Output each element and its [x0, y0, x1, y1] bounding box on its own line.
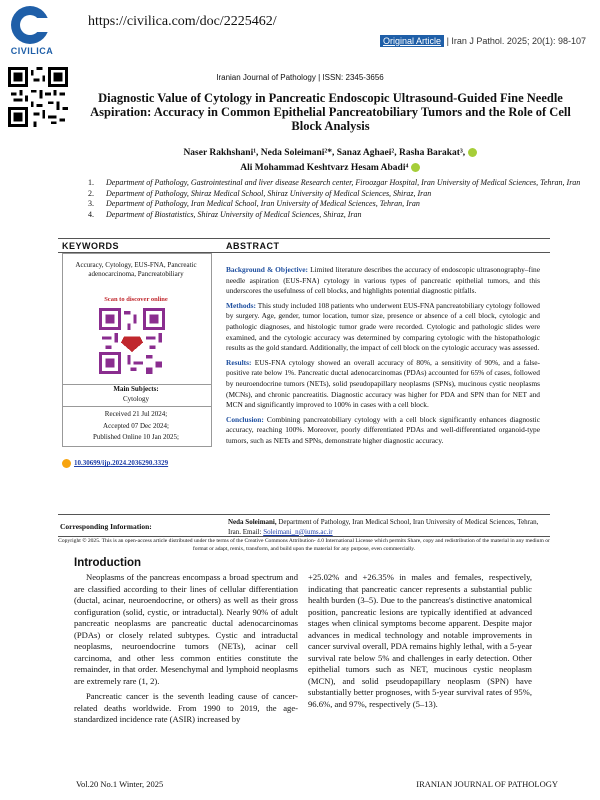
- civilica-logo[interactable]: [6, 6, 54, 62]
- published-date: Published Online 10 Jan 2025;: [93, 433, 179, 441]
- main-subjects-label: Main Subjects:: [113, 385, 159, 393]
- affiliation-item: 1. Department of Pathology, Gastrointestinal and liver disease Research center, Firoozgar Hospital, Iran University of Medical Sciences, Tehran, Iran: [88, 178, 581, 187]
- abstract-body: [226, 265, 540, 451]
- intro-column-left: [74, 572, 298, 730]
- journal-line: Iranian Journal of Pathology | ISSN: 2345-3656: [216, 73, 384, 82]
- orcid-icon[interactable]: [468, 148, 477, 157]
- affiliations-list: [88, 178, 588, 220]
- intro-paragraph: Neoplasms of the pancreas encompass a broad spectrum and are classified according to their lines of cellular differentiation (ductal, acinar, neuroendocrine, or others) as well as their gross configuration (solid, cystic, or intraductal). Nearly 90% of adult pancreatic neoplasms are pancreatic ductal adenocarcinomas (PDAs) or closely related subtypes. Cystic and intraductal neoplasms, neuroendocrine tumors (NETs), acinar cell carcinoma, and other less common entities constitute the remainder, in that order. Mesenchymal and lymphoid neoplasms are extremely rare (1, 2).: [74, 572, 298, 686]
- affiliation-item: 2. Department of Pathology, Shiraz Medical School, Shiraz University of Medical Sciences, Shiraz, Iran: [88, 188, 432, 198]
- abstract-methods: Methods: This study included 108 patients who underwent EUS-FNA pancreatobiliary cytology followed by surgery. Age, gender, tumor location, tumor size, presence or absence of a cell block, cytologic and pathologic diagnoses, and histologic tumor grade were recorded. Cytologic and pathologic slides were examined, and the cytologic accuracy was determined by comparing cytologic with the histopathologic results as the gold standard. Additionally, the impact of cell block on the cytologic accuracy was assessed.: [226, 300, 540, 353]
- doi-icon: [62, 459, 71, 468]
- article-dates: [62, 409, 210, 444]
- intro-paragraph: +25.02% and +26.35% in males and females, respectively, indicating that pancreatic cancer represents a substantial public health burden (3–5). Due to the pancreas's distinctive anatomical position, pancreatic lesions are typically identified at advanced stages when clinical symptoms become apparent. Despite major advances in medical technology and notable improvements in cancer survival overall, PDA remains highly lethal, with a 5-year survival rate below 5% and challenges in early detection. Other epithelial tumors such as NET, mucinous cystic neoplasm (MCN), and solid pseudopapillary neoplasm (SPN) have substantially better prognoses, with 5-year survival rates of 95%, 96.6%, and 97%, respectively (5–13).: [308, 572, 532, 709]
- abstract-background: Background & Objective: Limited literature describes the accuracy of endoscopic ultrasonography–fine needle aspiration (EUS-FNA) cytology in various types of pancreatic epithelial tumors, and this underscores the usefulness of cell blocks, and highlights potential diagnostic pitfalls.: [226, 265, 540, 296]
- affiliation-item: 3. Department of Pathology, Iran Medical School, Iran University of Medical Sciences, Tehran, Iran: [88, 199, 420, 208]
- article-type-link[interactable]: Original Article: [380, 35, 444, 47]
- footer-journal: IRANIAN JOURNAL OF PATHOLOGY: [416, 779, 558, 789]
- keywords-heading: KEYWORDS: [62, 241, 120, 251]
- doi-link[interactable]: 10.30699/ijp.2024.2036290.3329: [62, 459, 168, 468]
- authors-line-1: Naser Rakhshani¹, Neda Soleimani²*, Sanaz Aghaei², Rasha Barakat³,: [183, 148, 466, 158]
- document-url[interactable]: https://civilica.com/doc/2225462/: [88, 14, 277, 29]
- corresponding-info: Neda Soleimani, Department of Pathology, Iran Medical School, Iran University of Medical Sciences, Tehran, Iran. Email: Soleimani_n@iums.ac.ir: [228, 518, 539, 536]
- article-title: Diagnostic Value of Cytology in Pancreatic Endoscopic Ultrasound-Guided Fine Needle Aspiration: Accuracy in Common Epithelial Pancreatobiliary Tumors and the Role of Cell Block Analysis: [90, 91, 571, 133]
- abstract-heading: ABSTRACT: [226, 241, 280, 251]
- accepted-date: Accepted 07 Dec 2024;: [103, 421, 169, 430]
- corresponding-label: Corresponding Information:: [60, 522, 152, 531]
- article-header: [380, 36, 586, 46]
- email-link[interactable]: Soleimani_n@iums.ac.ir: [263, 527, 333, 536]
- divider: [58, 514, 550, 515]
- abstract-results: Results: EUS-FNA cytology showed an overall accuracy of 80%, a sensitivity of 90%, and a false-positive rate below 1%. Pancreatic ductal adenocarcinomas (PDAs) accounted for 65% of cases, followed by neuroendocrine tumors (NETs), solid pseudopapillary neoplasms (SPNs), mucinous cystic neoplasms (MCNs), and chronic pancreatitis. Diagnostic accuracy was higher for PDA and SPN than for NET and MCN and significantly improved to 100% in cases with a cell block.: [226, 357, 540, 410]
- main-subjects-value: Cytology: [122, 395, 150, 403]
- intro-column-right: [308, 572, 532, 714]
- affiliation-item: 4. Department of Biostatistics, Shiraz University of Medical Sciences, Shiraz, Iran: [88, 209, 362, 219]
- abstract-conclusion: Conclusion: Combining pancreatobiliary cytology with a cell block significantly enhances diagnostic accuracy, reaching 100%. Moreover, poorly differentiated PDAs and well-differentiated organoid-type tumors, such as NETs and SPNs, demonstrate higher diagnostic accuracy.: [226, 414, 540, 445]
- citation: | Iran J Pathol. 2025; 20(1): 98-107: [446, 36, 586, 46]
- orcid-icon[interactable]: [411, 163, 420, 172]
- scan-label: Scan to discover online: [104, 296, 168, 303]
- received-date: Received 21 Jul 2024;: [104, 410, 168, 418]
- footer-volume: Vol.20 No.1 Winter, 2025: [76, 779, 164, 789]
- divider: [58, 536, 550, 537]
- intro-paragraph: Pancreatic cancer is the seventh leading cause of cancer-related deaths worldwide. From 1990 to 2019, the age-standardized incidence rate (ASIR) increased by: [74, 691, 298, 724]
- copyright-notice: Copyright © 2025. This is an open-access article distributed under the terms of the Creative Commons Attribution- 4.0 International License which permits Share, copy and redistribution of the material in any medium or format or adapt, remix, transform, and build upon the material for any purpose, even commercially.: [58, 538, 550, 552]
- authors-line-2: Ali Mohammad Keshtvarz Hesam Abadi⁴: [240, 163, 409, 173]
- logo-text: CIVILICA: [10, 46, 54, 56]
- introduction-heading: Introduction: [74, 557, 142, 569]
- divider: [58, 238, 550, 239]
- article-qr-code-icon[interactable]: [99, 308, 165, 374]
- authors: [70, 146, 590, 176]
- keywords-text: Accuracy, Cytology, EUS-FNA, Pancreatic adenocarcinoma, Pancreatobiliary: [75, 261, 197, 278]
